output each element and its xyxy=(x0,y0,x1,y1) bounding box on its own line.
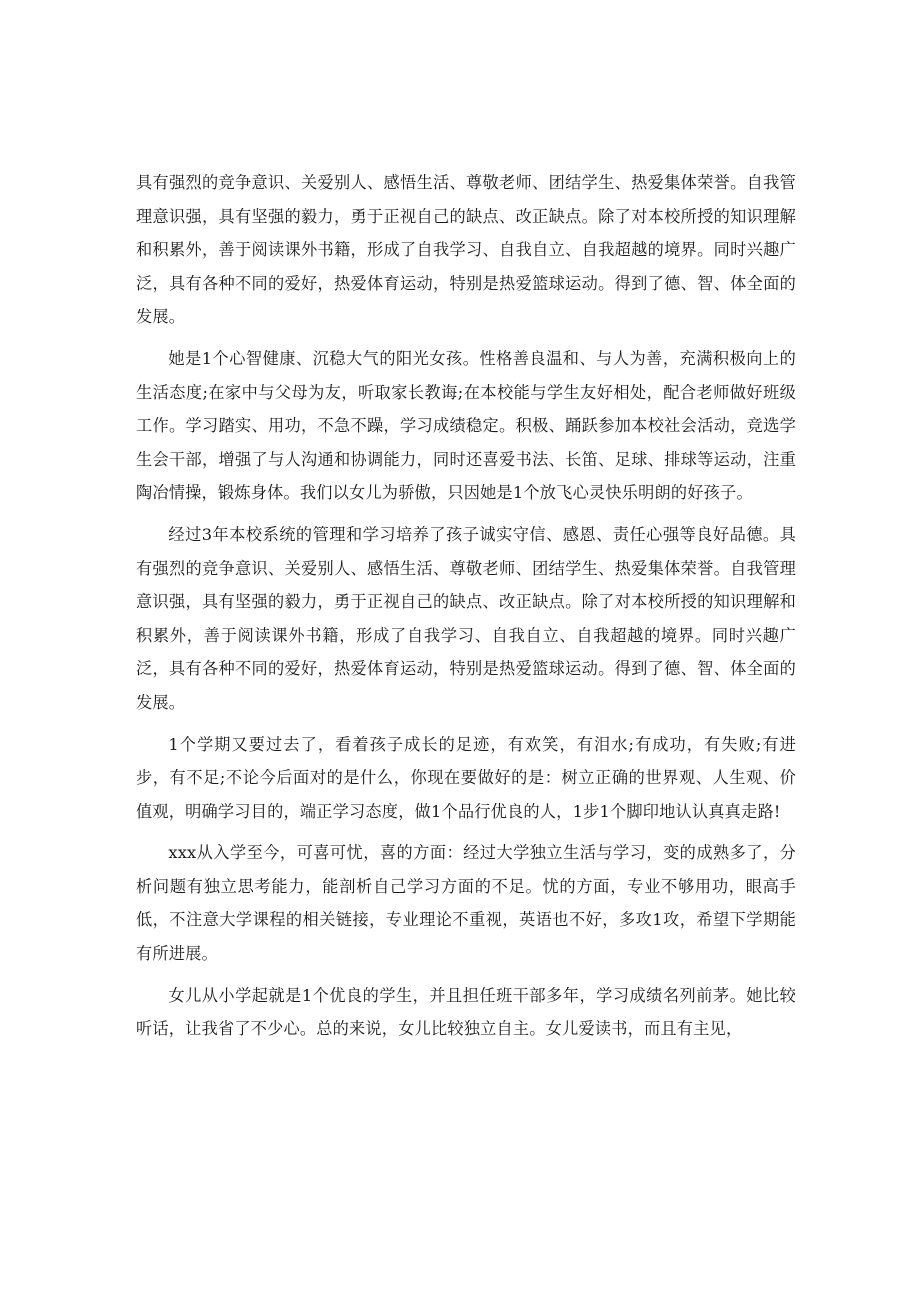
paragraph-semester: 1个学期又要过去了，看着孩子成长的足迹，有欢笑，有泪水;有成功，有失败;有进步，有不足;不论今后面对的是什么，你现在要做好的是：树立正确的世界观、人生观、价值观，明确学习目的，端正学习态度，做1个品行优良的人，1步1个脚印地认认真真走路! xyxy=(136,734,796,821)
paragraph-university: xxx从入学至今，可喜可忧，喜的方面：经过大学独立生活与学习，变的成熟多了，分析问题有独立思考能力，能剖析自己学习方面的不足。忧的方面，专业不够用功，眼高手低，不注意大学课程的相关链接，专业理论不重视，英语也不好，多攻1攻，希望下学期能有所进展。 xyxy=(136,843,796,964)
paragraph-primary-school: 女儿从小学起就是1个优良的学生，并且担任班干部多年，学习成绩名列前茅。她比较听话，让我省了不少心。总的来说，女儿比较独立自主。女儿爱读书，而且有主见， xyxy=(136,985,796,1039)
paragraph-daughter-character: 她是1个心智健康、沉稳大气的阳光女孩。性格善良温和、与人为善，充满积极向上的生活态度;在家中与父母为友，听取家长教诲;在本校能与学生友好相处，配合老师做好班级工作。学习踏实、用功，不急不躁，学习成绩稳定。积极、踊跃参加本校社会活动，竞选学生会干部，增强了与人沟通和协调能力，同时还喜爱书法、长笛、足球、排球等运动，注重陶冶情操，锻炼身体。我们以女儿为骄傲，只因她是1个放飞心灵快乐明朗的好孩子。 xyxy=(136,348,796,503)
paragraph-continuation: 具有强烈的竞争意识、关爱别人、感悟生活、尊敬老师、团结学生、热爱集体荣誉。自我管理意识强，具有坚强的毅力，勇于正视自己的缺点、改正缺点。除了对本校所授的知识理解和积累外，善于阅读课外书籍，形成了自我学习、自我自立、自我超越的境界。同时兴趣广泛，具有各种不同的爱好，热爱体育运动，特别是热爱篮球运动。得到了德、智、体全面的发展。 xyxy=(136,173,796,327)
paragraph-three-years: 经过3年本校系统的管理和学习培养了孩子诚实守信、感恩、责任心强等良好品德。具有强烈的竞争意识、关爱别人、感悟生活、尊敬老师、团结学生、热爱集体荣誉。自我管理意识强，具有坚强的毅力，勇于正视自己的缺点、改正缺点。除了对本校所授的知识理解和积累外，善于阅读课外书籍，形成了自我学习、自我自立、自我超越的境界。同时兴趣广泛，具有各种不同的爱好，热爱体育运动，特别是热爱篮球运动。得到了德、智、体全面的发展。 xyxy=(136,524,796,712)
document-body xyxy=(136,166,796,1054)
